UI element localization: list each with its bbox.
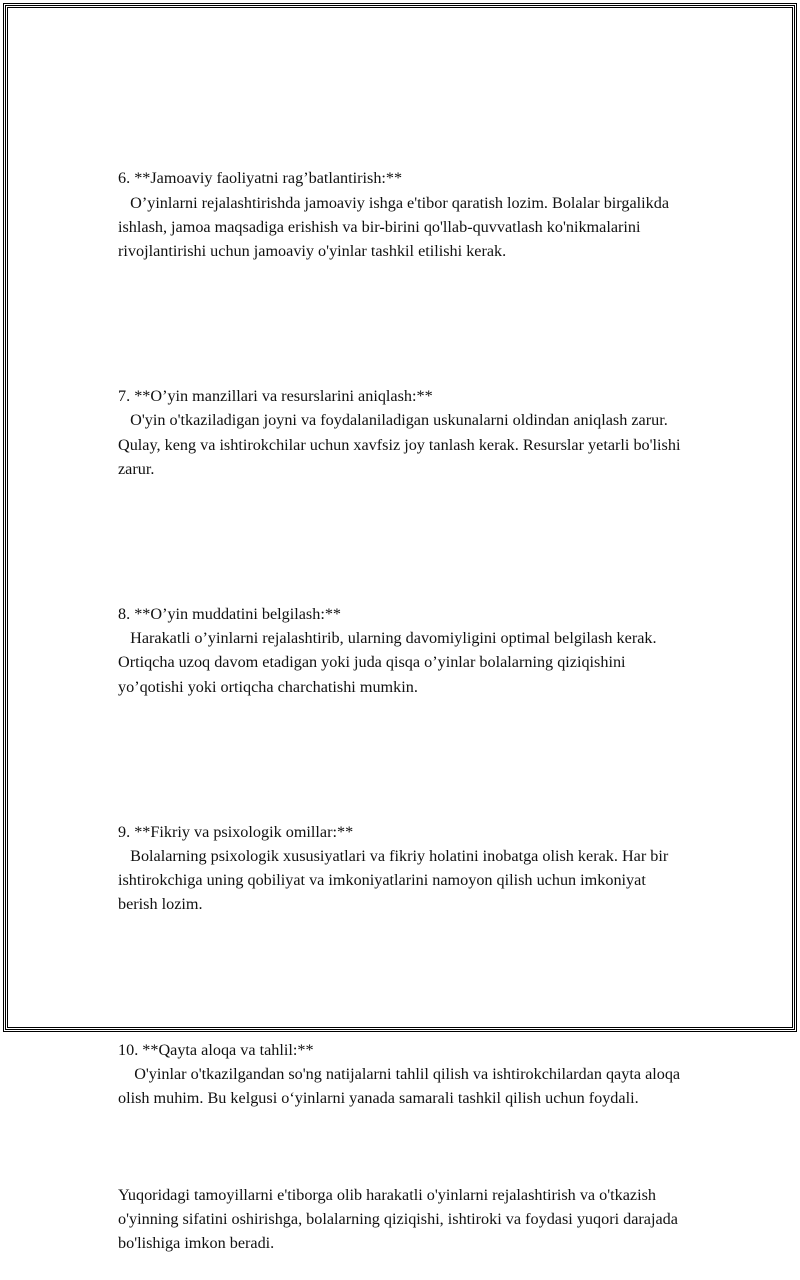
- section-heading: 10. **Qayta aloqa va tahlil:**: [118, 1040, 314, 1059]
- section-heading: 7. **O’yin manzillari va resurslarini aniqlash:**: [118, 387, 433, 406]
- conclusion: [118, 1183, 688, 1256]
- section-7: [118, 336, 688, 530]
- section-body: O’yinlarni rejalashtirishda jamoaviy ishga e'tibor qaratish lozim. Bolalar birgalikda ishlash, jamoa maqsadiga erishish va bir-birini qo'llab-quvvatlash ko'nikmalarini rivojlantirishi uchun jamoaviy o'yinlar tashkil etilishi kerak.: [118, 193, 674, 261]
- section-9: [118, 771, 688, 965]
- section-body: O'yinlar o'tkazilgandan so'ng natijalarni tahlil qilish va ishtirokchilardan qayta aloqa olish muhim. Bu kelgusi o‘yinlarni yanada samarali tashkil qilish uchun foydali.: [118, 1064, 685, 1108]
- document-body: [118, 118, 688, 1280]
- section-body: Harakatli o’yinlarni rejalashtirib, ularning davomiyligini optimal belgilash kerak. Ortiqcha uzoq davom etadigan yoki juda qisqa o’yinlar bolalarning qiziqishini yo’qotishi yoki ortiqcha charchatishi mumkin.: [118, 629, 661, 696]
- section-heading: 9. **Fikriy va psixologik omillar:**: [118, 822, 354, 841]
- section-6: [118, 118, 688, 312]
- section-heading: 8. **O’yin muddatini belgilash:**: [118, 605, 342, 624]
- section-body: O'yin o'tkaziladigan joyni va foydalaniladigan uskunalarni oldindan aniqlash zarur. Qulay, keng va ishtirokchilar uchun xavfsiz joy tanlash kerak. Resurslar yetarli bo'lishi zarur.: [118, 411, 685, 478]
- section-heading: 6. **Jamoaviy faoliyatni rag’batlantirish:**: [118, 169, 403, 188]
- section-body: Bolalarning psixologik xususiyatlari va fikriy holatini inobatga olish kerak. Har bir ishtirokchiga uning qobiliyat va imkoniyatlarini namoyon qilish uchun imkoniyat berish lozim.: [118, 847, 673, 914]
- section-10: [118, 989, 688, 1158]
- conclusion-text: Yuqoridagi tamoyillarni e'tiborga olib harakatli o'yinlarni rejalashtirish va o'tkazish o'yinning sifatini oshirishga, bolalarning qiziqishi, ishtiroki va foydasi yuqori darajada bo'lishiga imkon beradi.: [118, 1185, 682, 1253]
- section-8: [118, 554, 688, 748]
